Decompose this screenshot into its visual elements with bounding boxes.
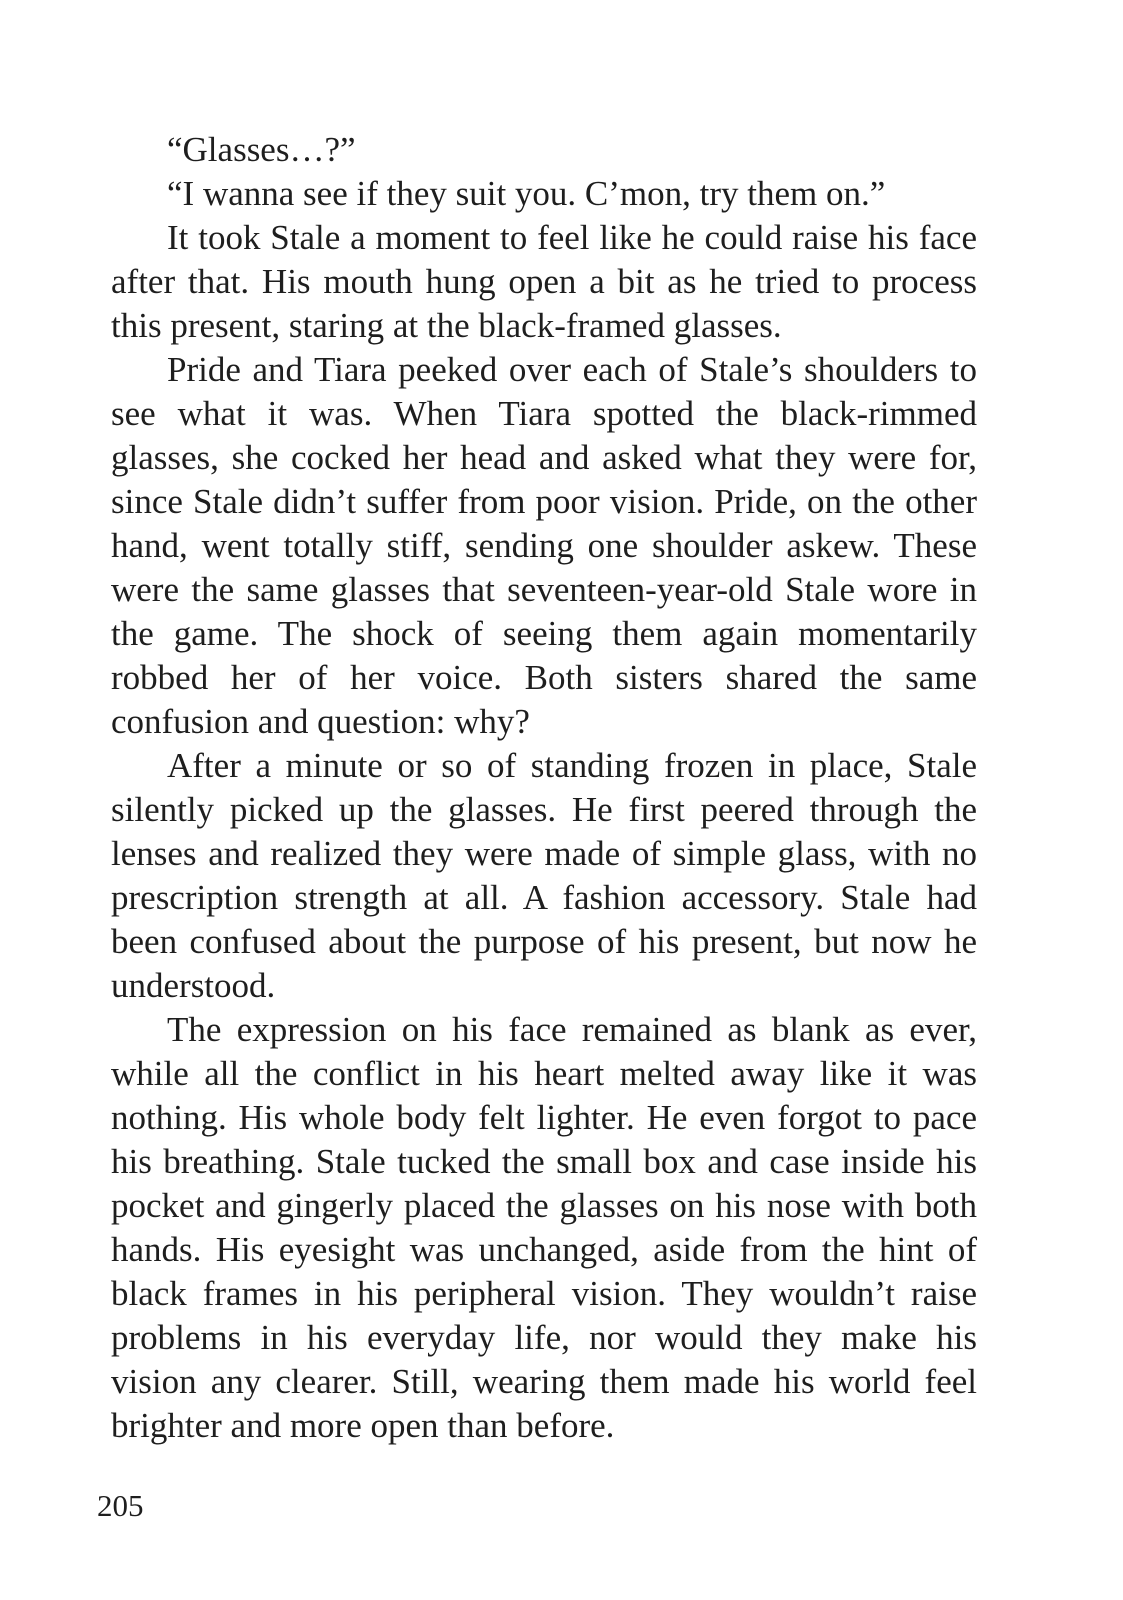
paragraph-2: “I wanna see if they suit you. C’mon, try them on.” [167, 174, 886, 213]
paragraph-3: It took Stale a moment to feel like he could raise his face after that. His mouth hung open a bit as he tried to process this present, staring at the black-framed glasses. [111, 218, 977, 345]
paragraph-6: The expression on his face remained as blank as ever, while all the conflict in his heart melted away like it was nothing. His whole body felt lighter. He even forgot to pace his breathing. Stale tucked the small box and case inside his pocket and gingerly placed the glasses on his nose with both hands. His eyesight was unchanged, aside from the hint of black frames in his peripheral vision. They wouldn’t raise problems in his everyday life, nor would they make his vision any clearer. Still, wearing them made his world feel brighter and more open than before. [111, 1010, 977, 1445]
paragraph-4: Pride and Tiara peeked over each of Stale’s shoulders to see what it was. When Tiara spotted the black-rimmed glasses, she cocked her head and asked what they were for, since Stale didn’t suffer from poor vision. Pride, on the other hand, went totally stiff, sending one shoulder askew. These were the same glasses that seventeen-year-old Stale wore in the game. The shock of seeing them again momentarily robbed her of her voice. Both sisters shared the same confusion and question: why? [111, 350, 977, 741]
page-number: 205 [97, 1488, 144, 1523]
paragraph-5: After a minute or so of standing frozen in place, Stale silently picked up the glasses. He first peered through the lenses and realized they were made of simple glass, with no prescription strength at all. A fashion accessory. Stale had been confused about the purpose of his present, but now he understood. [111, 746, 977, 1005]
paragraph-1: “Glasses…?” [167, 130, 356, 169]
body-text [111, 128, 977, 1448]
